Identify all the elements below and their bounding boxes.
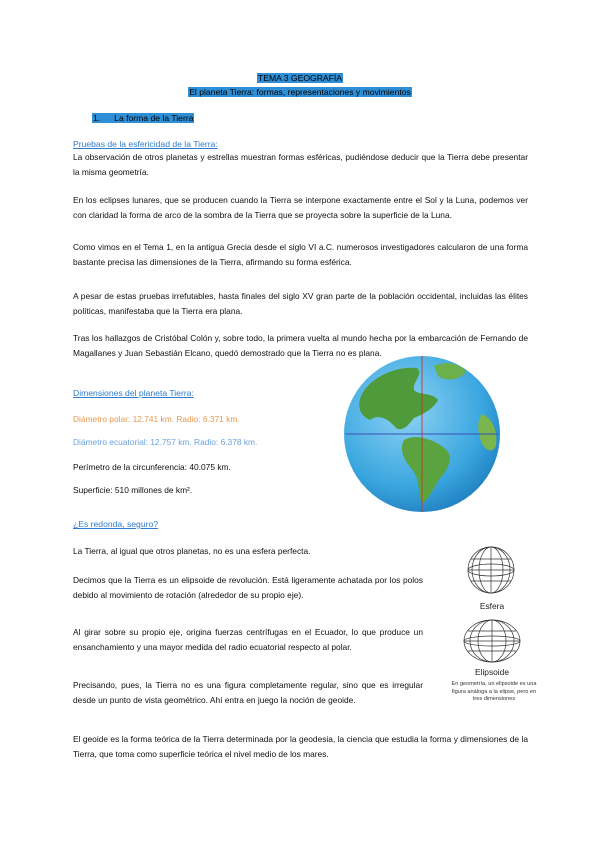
esfericidad-paragraph-3: Como vimos en el Tema 1, en la antigua Grecia desde el siglo VI a.C. numerosos investigadores calcularon de una forma bastante precisa las dimensiones de la Tierra, afirmando su forma esférica. (73, 242, 528, 267)
sphere-diagram (466, 544, 516, 596)
section-heading (92, 113, 194, 123)
elipsoide-label: Elipsoide (475, 667, 509, 677)
redonda-paragraph-5: El geoide es la forma teórica de la Tierra determinada por la geodesia, la ciencia que estudia la forma y dimensiones de la Tierra, que toma como superficie teórica el nivel medio de los mares. (73, 734, 528, 759)
redonda-paragraph-2: Decimos que la Tierra es un elipsoide de revolución. Está ligeramente achatada por los polos debido al movimiento de rotación (alrededor de su propio eje). (73, 575, 423, 600)
redonda-heading: ¿Es redonda, seguro? (73, 519, 159, 529)
esfericidad-paragraph-5: Tras los hallazgos de Cristóbal Colón y, sobre todo, la primera vuelta al mundo hecha por la embarcación de Fernando de Magallanes y Juan Sebastián Elcano, quedó demostrado que la Tierra no es plana. (73, 333, 528, 358)
redonda-paragraph-3: Al girar sobre su propio eje, origina fuerzas centrífugas en el Ecuador, lo que produce un ensanchamiento y una mayor medida del radio ecuatorial respecto al polar. (73, 627, 423, 652)
diametro-ecuatorial: Diámetro ecuatorial: 12.757 km. Radio: 6.378 km. (73, 437, 258, 447)
section-title: La forma de la Tierra (114, 113, 194, 123)
esfericidad-heading: Pruebas de la esfericidad de la Tierra: (73, 139, 218, 149)
esfera-label: Esfera (479, 601, 505, 611)
section-number: 1. (93, 113, 101, 123)
perimetro: Perímetro de la circunferencia: 40.075 km. (73, 462, 231, 472)
superficie: Superficie: 510 millones de km². (73, 485, 193, 495)
redonda-paragraph-4: Precisando, pues, la Tierra no es una figura completamente regular, sino que es irregular desde un punto de vista geométrico. Ahí entra en juego la noción de geoide. (73, 680, 423, 705)
header-title: TEMA 3 GEOGRAFÍA (257, 73, 343, 83)
esfericidad-paragraph-4: A pesar de estas pruebas irrefutables, hasta finales del siglo XV gran parte de la población occidental, incluidas las élites políticas, manifestaba que la Tierra era plana. (73, 291, 528, 316)
esfericidad-paragraph-2: En los eclipses lunares, que se producen cuando la Tierra se interpone exactamente entre el Sol y la Luna, podemos ver con claridad la forma de arco de la sombra de la Tierra que se proyecta sobre la superficie de la Luna. (73, 195, 528, 220)
earth-globe-image (342, 354, 502, 514)
ellipsoid-caption: En geometría, un elipsoide es una figura análoga a la elipse, pero en tres dimensiones (451, 681, 537, 702)
esfericidad-paragraph-1: La observación de otros planetas y estrellas muestran formas esféricas, pudiéndose deducir que la Tierra debe presentar la misma geometría. (73, 152, 528, 177)
header-subtitle: El planeta Tierra: formas, representaciones y movimientos (189, 87, 411, 97)
ellipsoid-diagram (462, 618, 522, 664)
redonda-paragraph-1: La Tierra, al igual que otros planetas, no es una esfera perfecta. (73, 546, 311, 556)
dimensiones-heading: Dimensiones del planeta Tierra: (73, 388, 194, 398)
diametro-polar: Diámetro polar: 12.741 km. Radio: 6.371 km. (73, 414, 240, 424)
